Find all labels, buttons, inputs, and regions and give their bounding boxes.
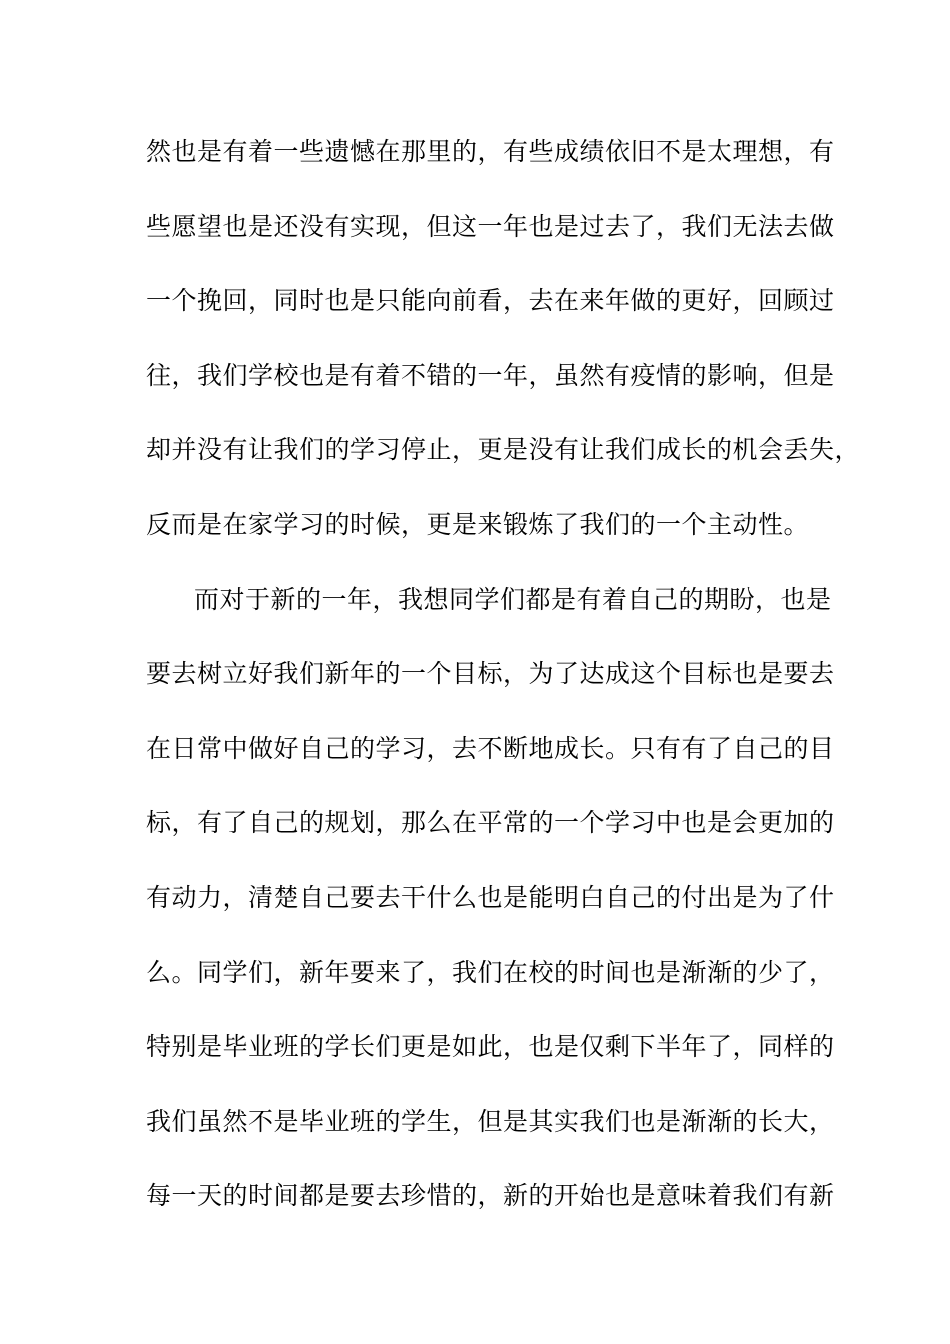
text-line: 往，我们学校也是有着不错的一年，虽然有疫情的影响，但是: [146, 360, 835, 390]
text-line: 却并没有让我们的学习停止，更是没有让我们成长的机会丢失，: [146, 435, 861, 465]
text-line: 些愿望也是还没有实现，但这一年也是过去了，我们无法去做: [146, 211, 835, 241]
text-line: 么。同学们，新年要来了，我们在校的时间也是渐渐的少了，: [146, 957, 835, 987]
text-line: 标，有了自己的规划，那么在平常的一个学习中也是会更加的: [146, 808, 835, 838]
text-line: 然也是有着一些遗憾在那里的，有些成绩依旧不是太理想，有: [146, 137, 835, 166]
text-line: 一个挽回，同时也是只能向前看，去在来年做的更好，回顾过: [146, 286, 835, 316]
body-text: [146, 128, 861, 1247]
text-line: 每一天的时间都是要去珍惜的，新的开始也是意味着我们有新: [146, 1181, 835, 1211]
text-line: 我们虽然不是毕业班的学生，但是其实我们也是渐渐的长大，: [146, 1106, 835, 1136]
text-line: 反而是在家学习的时候，更是来锻炼了我们的一个主动性。: [146, 509, 810, 539]
text-line: 有动力，清楚自己要去干什么也是能明白自己的付出是为了什: [146, 882, 835, 912]
text-line: 特别是毕业班的学长们更是如此，也是仅剩下半年了，同样的: [146, 1032, 835, 1062]
paragraph-first-line: 而对于新的一年，我想同学们都是有着自己的期盼，也是: [194, 584, 832, 614]
text-line: 在日常中做好自己的学习，去不断地成长。只有有了自己的目: [146, 733, 835, 763]
text-line: 要去树立好我们新年的一个目标，为了达成这个目标也是要去: [146, 659, 835, 689]
